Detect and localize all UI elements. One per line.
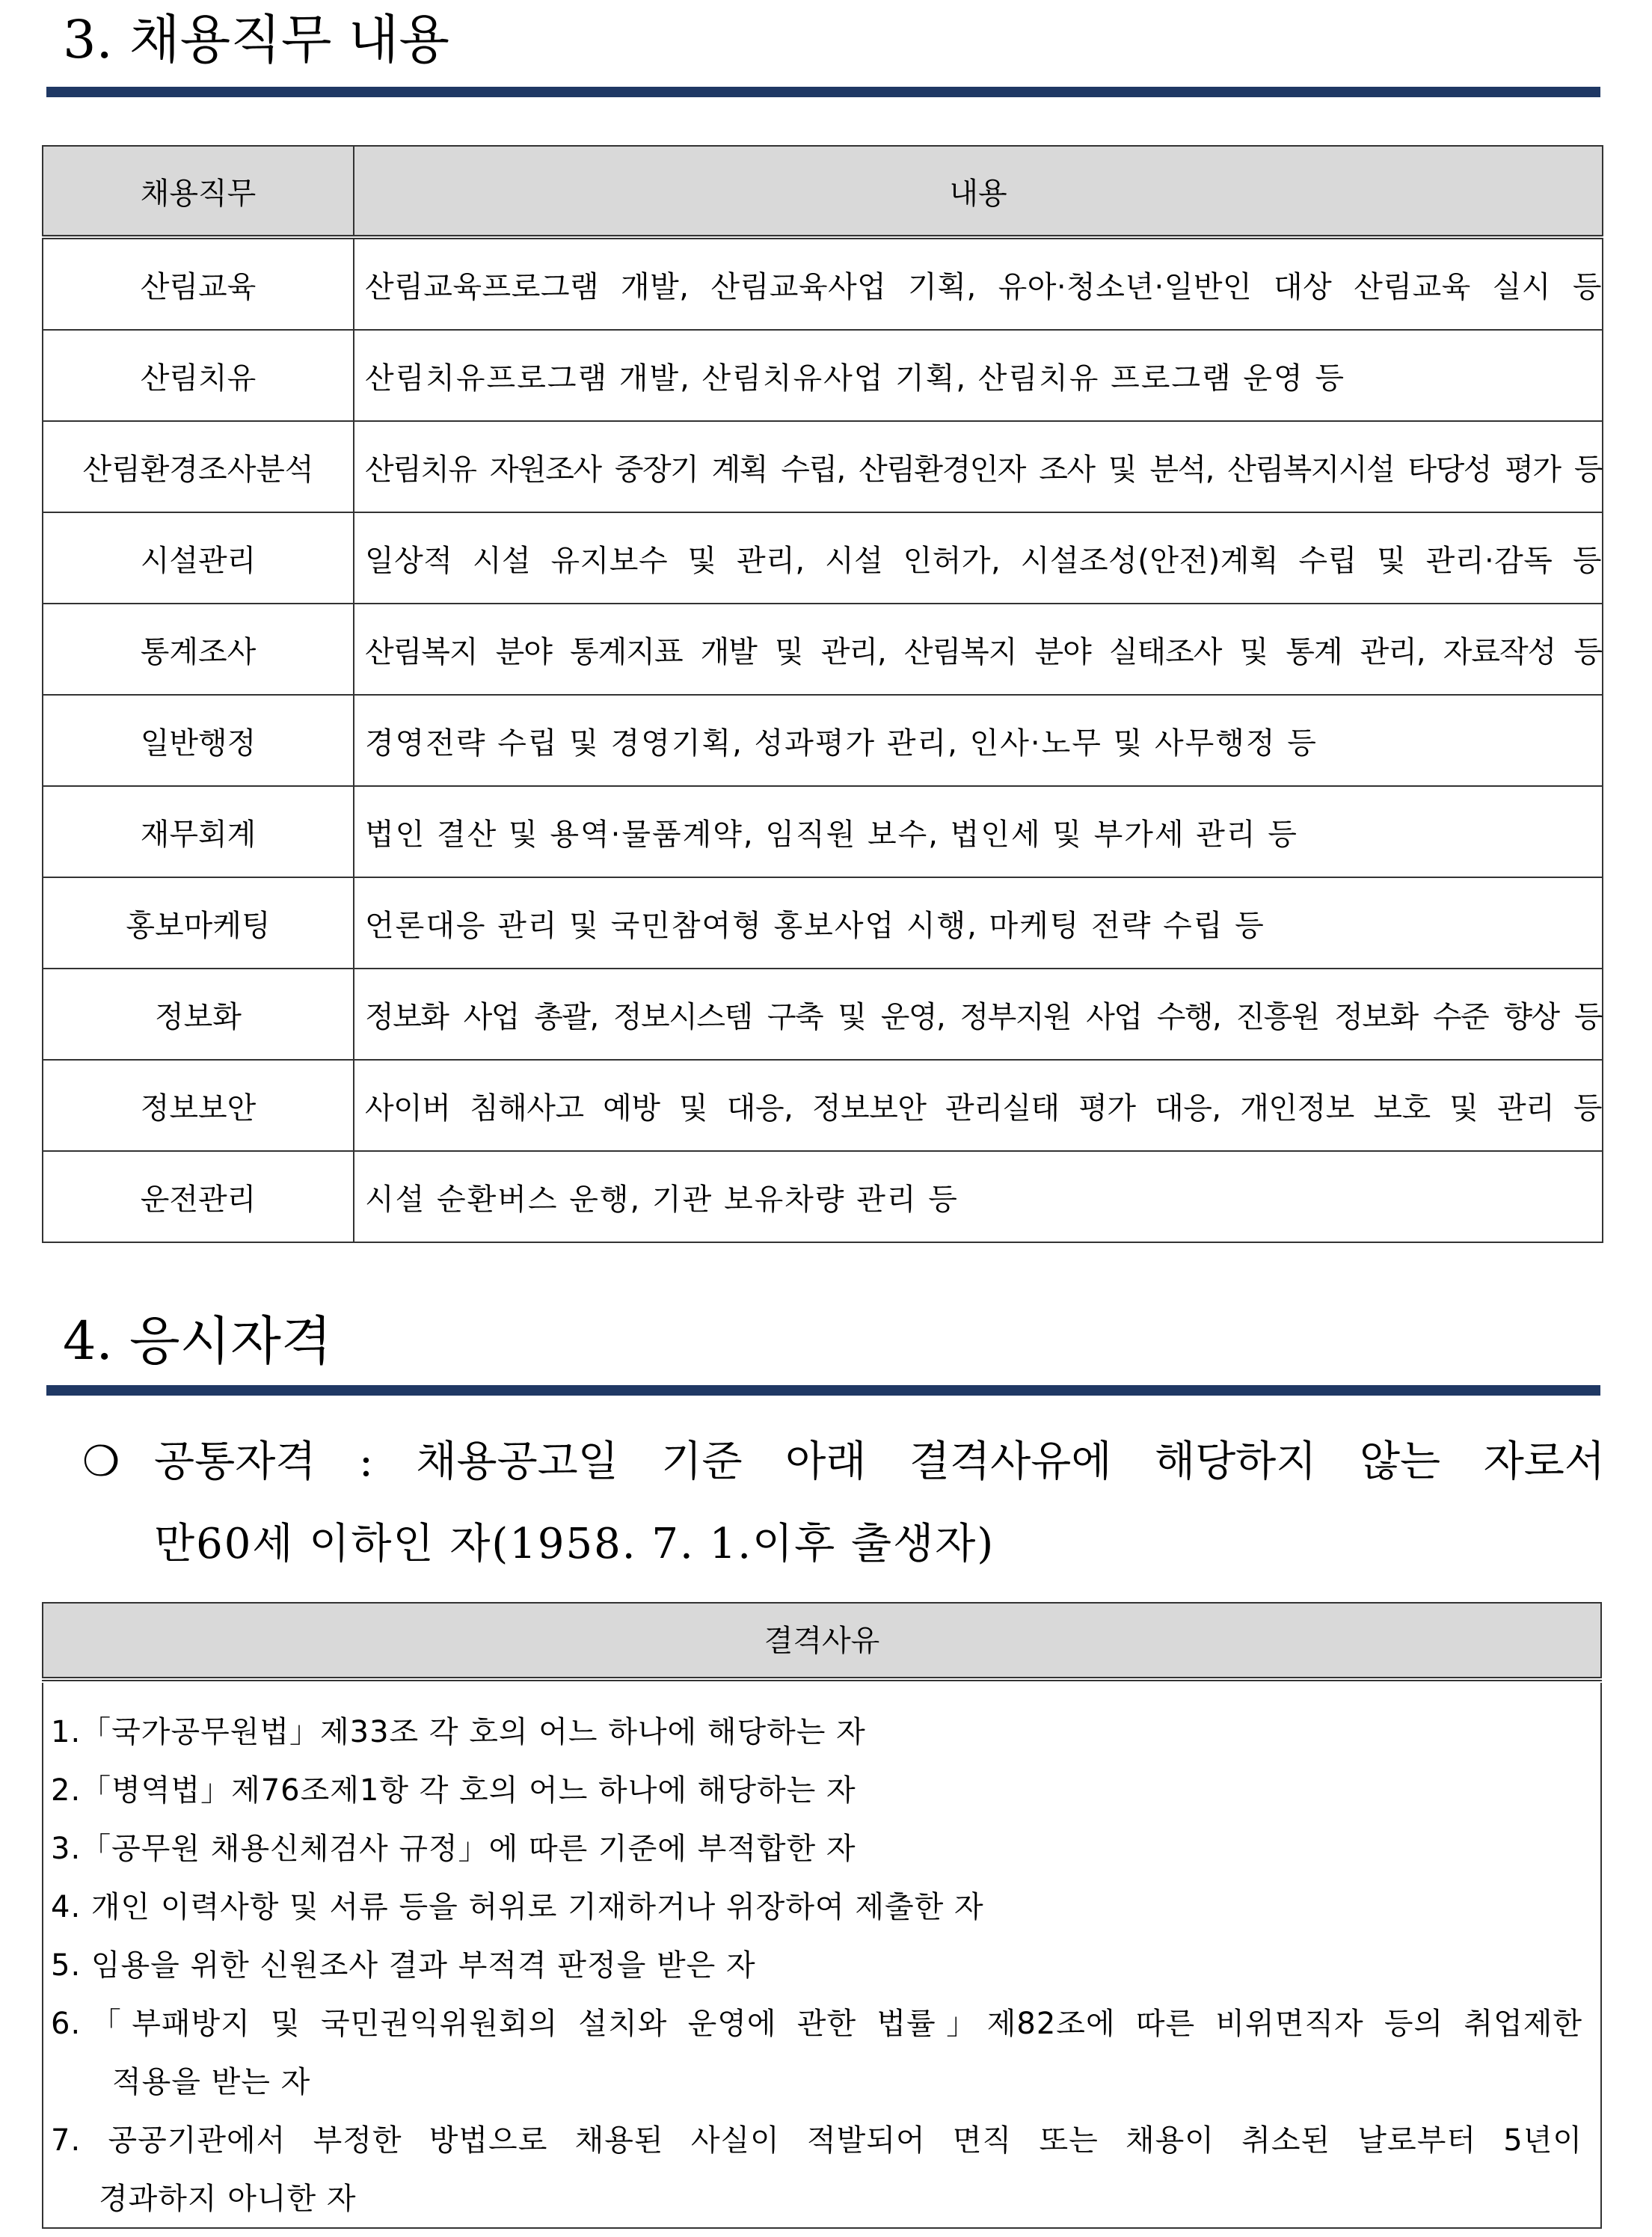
desc-cell: 언론대응 관리 및 국민참여형 홍보사업 시행, 마케팅 전략 수립 등 <box>354 877 1603 969</box>
circle-bullet-icon: ❍ <box>82 1437 120 1486</box>
table-row <box>43 604 1603 695</box>
desc-cell: 경영전략 수립 및 경영기획, 성과평가 관리, 인사·노무 및 사무행정 등 <box>354 695 1603 786</box>
desc-cell: 산림복지 분야 통계지표 개발 및 관리, 산림복지 분야 실태조사 및 통계 관리, 자료작성 등 <box>354 604 1603 695</box>
table-row <box>43 1060 1603 1151</box>
list-item-continuation: 경과하지 아니한 자 <box>99 2182 357 2216</box>
desc-cell: 산림교육프로그램 개발, 산림교육사업 기획, 유아·청소년·일반인 대상 산림교육 실시 등 <box>354 237 1603 330</box>
list-item: 2.「병역법」제76조제1항 각 호의 어느 하나에 해당하는 자 <box>51 1773 856 1808</box>
list-item: 5. 임용을 위한 신원조사 결과 부적격 판정을 받은 자 <box>51 1948 756 1983</box>
column-header-desc: 내용 <box>354 146 1603 237</box>
list-item: 1.「국가공무원법」제33조 각 호의 어느 하나에 해당하는 자 <box>51 1715 866 1749</box>
desc-cell: 일상적 시설 유지보수 및 관리, 시설 인허가, 시설조성(안전)계획 수립 및 관리·감독 등 <box>354 512 1603 604</box>
job-cell: 시설관리 <box>43 512 354 604</box>
list-item: 4. 개인 이력사항 및 서류 등을 허위로 기재하거나 위장하여 제출한 자 <box>51 1890 984 1924</box>
disqualification-list <box>42 1683 1602 2229</box>
list-item: 3.「공무원 채용신체검사 규정」에 따른 기준에 부적합한 자 <box>51 1832 856 1866</box>
qualification-line: 만60세 이하인 자(1958. 7. 1.이후 출생자) <box>154 1520 995 1568</box>
table-row <box>43 421 1603 512</box>
desc-cell: 산림치유 자원조사 중장기 계획 수립, 산림환경인자 조사 및 분석, 산림복지시설 타당성 평가 등 <box>354 421 1603 512</box>
table-row <box>43 695 1603 786</box>
desc-cell: 정보화 사업 총괄, 정보시스템 구축 및 운영, 정부지원 사업 수행, 진흥원 정보화 수준 향상 등 <box>354 969 1603 1060</box>
job-cell: 일반행정 <box>43 695 354 786</box>
table-row <box>43 1151 1603 1242</box>
job-cell: 통계조사 <box>43 604 354 695</box>
job-cell: 산림치유 <box>43 330 354 421</box>
job-cell: 산림교육 <box>43 237 354 330</box>
desc-cell: 법인 결산 및 용역·물품계약, 임직원 보수, 법인세 및 부가세 관리 등 <box>354 786 1603 877</box>
job-cell: 산림환경조사분석 <box>43 421 354 512</box>
job-cell: 재무회계 <box>43 786 354 877</box>
list-item-continuation: 적용을 받는 자 <box>112 2065 311 2099</box>
section4-rule <box>46 1385 1600 1396</box>
job-cell: 운전관리 <box>43 1151 354 1242</box>
desc-cell: 산림치유프로그램 개발, 산림치유사업 기획, 산림치유 프로그램 운영 등 <box>354 330 1603 421</box>
desc-cell: 시설 순환버스 운행, 기관 보유차량 관리 등 <box>354 1151 1603 1242</box>
disqualification-header: 결격사유 <box>42 1602 1602 1678</box>
table-row <box>43 330 1603 421</box>
section3-title: 3. 채용직무 내용 <box>63 9 450 70</box>
list-item: 7. 공공기관에서 부정한 방법으로 채용된 사실이 적발되어 면직 또는 채용이 취소된 날로부터 5년이 <box>51 2123 1582 2158</box>
job-cell: 정보보안 <box>43 1060 354 1151</box>
job-cell: 정보화 <box>43 969 354 1060</box>
table-row <box>43 786 1603 877</box>
desc-cell: 사이버 침해사고 예방 및 대응, 정보보안 관리실태 평가 대응, 개인정보 보호 및 관리 등 <box>354 1060 1603 1151</box>
header-divider <box>42 1677 1602 1681</box>
qualification-line: 공통자격 : 채용공고일 기준 아래 결격사유에 해당하지 않는 자로서 <box>154 1437 1605 1486</box>
table-header-row <box>43 146 1603 237</box>
list-item: 6.「부패방지 및 국민권익위원회의 설치와 운영에 관한 법률」제82조에 따른 비위면직자 등의 취업제한 <box>51 2007 1582 2041</box>
table-row <box>43 237 1603 330</box>
table-row <box>43 512 1603 604</box>
section3-rule <box>46 87 1600 97</box>
section4-title: 4. 응시자격 <box>63 1310 332 1372</box>
job-duties-table <box>42 145 1603 1243</box>
table-row <box>43 877 1603 969</box>
job-cell: 홍보마케팅 <box>43 877 354 969</box>
table-row <box>43 969 1603 1060</box>
column-header-job: 채용직무 <box>43 146 354 237</box>
